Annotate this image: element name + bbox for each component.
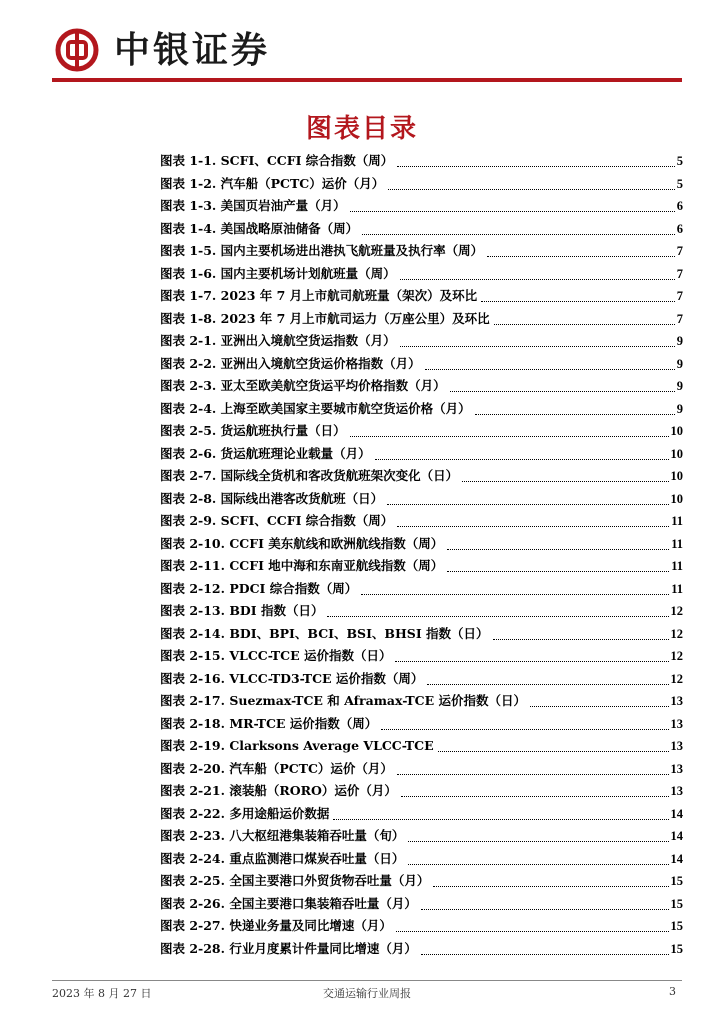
page-footer xyxy=(52,985,682,1001)
toc-entry-label: 图表 2-3. 亚太至欧美航空货运平均价格指数（月） xyxy=(160,378,446,393)
toc-entry[interactable] xyxy=(160,916,683,939)
brand-name: 中银证券 xyxy=(114,29,271,71)
toc-entry-page: 11 xyxy=(671,581,683,596)
toc-entry[interactable] xyxy=(160,354,683,377)
toc-entry-label: 图表 2-1. 亚洲出入境航空货运指数（月） xyxy=(160,333,396,348)
toc-entry[interactable] xyxy=(160,939,683,962)
toc-entry-page: 10 xyxy=(670,446,683,461)
toc-leader-dots xyxy=(494,323,675,325)
toc-entry[interactable] xyxy=(160,331,683,354)
toc-entry-label: 图表 1-3. 美国页岩油产量（月） xyxy=(160,198,346,213)
toc-entry[interactable] xyxy=(160,376,683,399)
toc-entry[interactable] xyxy=(160,534,683,557)
toc-leader-dots xyxy=(408,863,668,865)
toc-leader-dots xyxy=(350,210,675,212)
toc-entry[interactable] xyxy=(160,219,683,242)
toc-entry-page: 13 xyxy=(670,694,683,708)
toc-entry-label: 图表 2-12. PDCI 综合指数（周） xyxy=(160,580,358,596)
toc-leader-dots xyxy=(397,773,669,775)
toc-entry-label: 图表 1-5. 国内主要机场进出港执飞航班量及执行率（周） xyxy=(160,243,484,258)
toc-entry-label: 图表 2-19. Clarksons Average VLCC-TCE xyxy=(160,738,434,753)
toc-entry-page: 7 xyxy=(676,244,683,258)
toc-entry-label: 图表 2-25. 全国主要港口外贸货物吞吐量（月） xyxy=(160,873,430,888)
footer-rule xyxy=(52,980,682,981)
footer-date: 2023 年 8 月 27 日 xyxy=(52,987,152,1000)
toc-entry[interactable] xyxy=(160,286,683,309)
toc-entry-page: 13 xyxy=(670,784,683,798)
toc-entry[interactable] xyxy=(160,804,683,827)
toc-entry-page: 15 xyxy=(670,874,683,888)
toc-leader-dots xyxy=(447,570,669,572)
toc-entry[interactable] xyxy=(160,444,683,467)
toc-entry-label: 图表 2-6. 货运航班理论业载量（月） xyxy=(160,445,371,461)
toc-entry[interactable] xyxy=(160,174,683,197)
toc-leader-dots xyxy=(447,548,669,550)
toc-entry[interactable] xyxy=(160,781,683,804)
toc-leader-dots xyxy=(397,165,674,167)
toc-entry[interactable] xyxy=(160,826,683,849)
toc-entry-label: 图表 2-13. BDI 指数（日） xyxy=(160,603,324,618)
toc-entry-label: 图表 2-15. VLCC-TCE 运价指数（日） xyxy=(160,648,392,663)
toc-entry-page: 15 xyxy=(670,941,683,956)
toc-entry-page: 10 xyxy=(670,469,683,483)
toc-entry[interactable] xyxy=(160,556,683,579)
footer-page-number: 3 xyxy=(669,985,676,998)
toc-leader-dots xyxy=(408,840,668,842)
toc-leader-dots xyxy=(387,503,668,505)
toc-leader-dots xyxy=(421,908,669,910)
toc-entry-label: 图表 1-7. 2023 年 7 月上市航司航班量（架次）及环比 xyxy=(160,288,478,303)
toc-leader-dots xyxy=(396,930,669,932)
toc-leader-dots xyxy=(450,390,675,392)
toc-entry-label: 图表 2-23. 八大枢纽港集装箱吞吐量（旬） xyxy=(160,828,405,843)
toc-entry-page: 14 xyxy=(670,806,683,821)
toc-entry[interactable] xyxy=(160,399,683,422)
toc-entry-page: 12 xyxy=(670,671,683,686)
toc-entry-label: 图表 2-2. 亚洲出入境航空货运价格指数（月） xyxy=(160,355,421,371)
toc-entry-page: 9 xyxy=(676,334,683,348)
toc-entry-page: 11 xyxy=(671,536,683,551)
toc-entry-label: 图表 1-6. 国内主要机场计划航班量（周） xyxy=(160,265,396,281)
toc-entry-page: 13 xyxy=(670,761,683,776)
toc-entry-label: 图表 2-5. 货运航班执行量（日） xyxy=(160,423,346,438)
header-rule xyxy=(52,78,682,82)
toc-entry-page: 9 xyxy=(676,356,683,371)
toc-leader-dots xyxy=(381,728,668,730)
toc-leader-dots xyxy=(333,818,668,820)
toc-entry[interactable] xyxy=(160,264,683,287)
toc-entry-label: 图表 2-4. 上海至欧美国家主要城市航空货运价格（月） xyxy=(160,400,471,416)
toc-entry-page: 11 xyxy=(671,514,683,528)
toc-entry-page: 13 xyxy=(670,739,683,753)
toc-entry-page: 15 xyxy=(670,896,683,911)
toc-entry-label: 图表 2-10. CCFI 美东航线和欧洲航线指数（周） xyxy=(160,535,444,551)
toc-entry-label: 图表 1-1. SCFI、CCFI 综合指数（周） xyxy=(160,153,394,168)
toc-entry[interactable] xyxy=(160,511,683,534)
toc-list xyxy=(160,151,683,961)
toc-entry[interactable] xyxy=(160,151,683,174)
toc-entry[interactable] xyxy=(160,601,683,624)
toc-leader-dots xyxy=(493,638,669,640)
toc-entry-label: 图表 2-8. 国际线出港客改货航班（日） xyxy=(160,490,384,506)
toc-entry-label: 图表 1-2. 汽车船（PCTC）运价（月） xyxy=(160,175,385,191)
toc-entry-label: 图表 2-9. SCFI、CCFI 综合指数（周） xyxy=(160,513,394,528)
toc-entry-page: 5 xyxy=(676,176,683,191)
toc-leader-dots xyxy=(438,750,669,752)
toc-entry-label: 图表 2-22. 多用途船运价数据 xyxy=(160,805,330,821)
toc-leader-dots xyxy=(400,278,675,280)
toc-entry-page: 12 xyxy=(670,604,683,618)
toc-entry-label: 图表 2-17. Suezmax-TCE 和 Aframax-TCE 运价指数（日） xyxy=(160,693,527,708)
toc-entry-page: 9 xyxy=(676,401,683,416)
page-header xyxy=(52,26,682,78)
toc-entry-label: 图表 2-21. 滚装船（RORO）运价（月） xyxy=(160,783,397,798)
toc-leader-dots xyxy=(375,458,669,460)
toc-leader-dots xyxy=(475,413,675,415)
toc-leader-dots xyxy=(388,188,675,190)
toc-entry-page: 14 xyxy=(670,851,683,866)
toc-entry[interactable] xyxy=(160,196,683,219)
toc-entry-page: 14 xyxy=(670,829,683,843)
toc-leader-dots xyxy=(433,885,668,887)
toc-entry-page: 7 xyxy=(676,266,683,281)
toc-leader-dots xyxy=(487,255,675,257)
toc-entry[interactable] xyxy=(160,241,683,264)
toc-entry-label: 图表 2-7. 国际线全货机和客改货航班架次变化（日） xyxy=(160,468,459,483)
toc-leader-dots xyxy=(481,300,675,302)
toc-entry[interactable] xyxy=(160,669,683,692)
toc-leader-dots xyxy=(395,660,668,662)
toc-entry[interactable] xyxy=(160,489,683,512)
toc-entry-label: 图表 2-18. MR-TCE 运价指数（周） xyxy=(160,715,378,731)
toc-entry-page: 9 xyxy=(676,379,683,393)
toc-entry-page: 6 xyxy=(676,221,683,236)
toc-entry[interactable] xyxy=(160,421,683,444)
toc-entry[interactable] xyxy=(160,849,683,872)
bank-of-china-logo-icon xyxy=(55,28,99,72)
toc-entry[interactable] xyxy=(160,646,683,669)
footer-report-name: 交通运输行业周报 xyxy=(323,987,411,1000)
toc-entry-label: 图表 1-8. 2023 年 7 月上市航司运力（万座公里）及环比 xyxy=(160,310,490,326)
toc-entry-label: 图表 2-20. 汽车船（PCTC）运价（月） xyxy=(160,760,393,776)
toc-leader-dots xyxy=(530,705,668,707)
toc-leader-dots xyxy=(400,345,675,347)
toc-entry-label: 图表 2-27. 快递业务量及同比增速（月） xyxy=(160,918,392,933)
toc-entry[interactable] xyxy=(160,714,683,737)
toc-entry-page: 15 xyxy=(670,919,683,933)
toc-entry-page: 10 xyxy=(670,491,683,506)
toc-entry-page: 7 xyxy=(676,289,683,303)
toc-leader-dots xyxy=(327,615,668,617)
toc-entry-page: 12 xyxy=(670,649,683,663)
toc-entry[interactable] xyxy=(160,579,683,602)
toc-entry[interactable] xyxy=(160,759,683,782)
toc-entry[interactable] xyxy=(160,466,683,489)
toc-leader-dots xyxy=(401,795,669,797)
toc-entry-label: 图表 1-4. 美国战略原油储备（周） xyxy=(160,220,359,236)
toc-entry-label: 图表 2-11. CCFI 地中海和东南亚航线指数（周） xyxy=(160,558,444,573)
toc-entry[interactable] xyxy=(160,736,683,759)
toc-leader-dots xyxy=(397,525,669,527)
toc-leader-dots xyxy=(350,435,669,437)
toc-entry-page: 7 xyxy=(676,311,683,326)
toc-leader-dots xyxy=(462,480,668,482)
toc-entry-page: 5 xyxy=(676,154,683,168)
toc-leader-dots xyxy=(362,233,675,235)
toc-entry[interactable] xyxy=(160,691,683,714)
toc-leader-dots xyxy=(361,593,669,595)
toc-leader-dots xyxy=(427,683,668,685)
toc-entry-label: 图表 2-28. 行业月度累计件量同比增速（月） xyxy=(160,940,417,956)
toc-entry-page: 6 xyxy=(676,199,683,213)
toc-entry-page: 12 xyxy=(670,626,683,641)
toc-title: 图表目录 xyxy=(305,114,418,144)
toc-entry-label: 图表 2-24. 重点监测港口煤炭吞吐量（日） xyxy=(160,850,405,866)
toc-entry-label: 图表 2-16. VLCC-TD3-TCE 运价指数（周） xyxy=(160,670,424,686)
toc-entry-label: 图表 2-26. 全国主要港口集装箱吞吐量（月） xyxy=(160,895,417,911)
toc-entry-page: 10 xyxy=(670,424,683,438)
toc-leader-dots xyxy=(421,953,669,955)
toc-entry-page: 13 xyxy=(670,716,683,731)
toc-entry-label: 图表 2-14. BDI、BPI、BCI、BSI、BHSI 指数（日） xyxy=(160,625,489,641)
toc-entry[interactable] xyxy=(160,871,683,894)
toc-leader-dots xyxy=(425,368,675,370)
toc-entry[interactable] xyxy=(160,624,683,647)
toc-entry[interactable] xyxy=(160,894,683,917)
toc-entry-page: 11 xyxy=(671,559,683,573)
toc-entry[interactable] xyxy=(160,309,683,332)
